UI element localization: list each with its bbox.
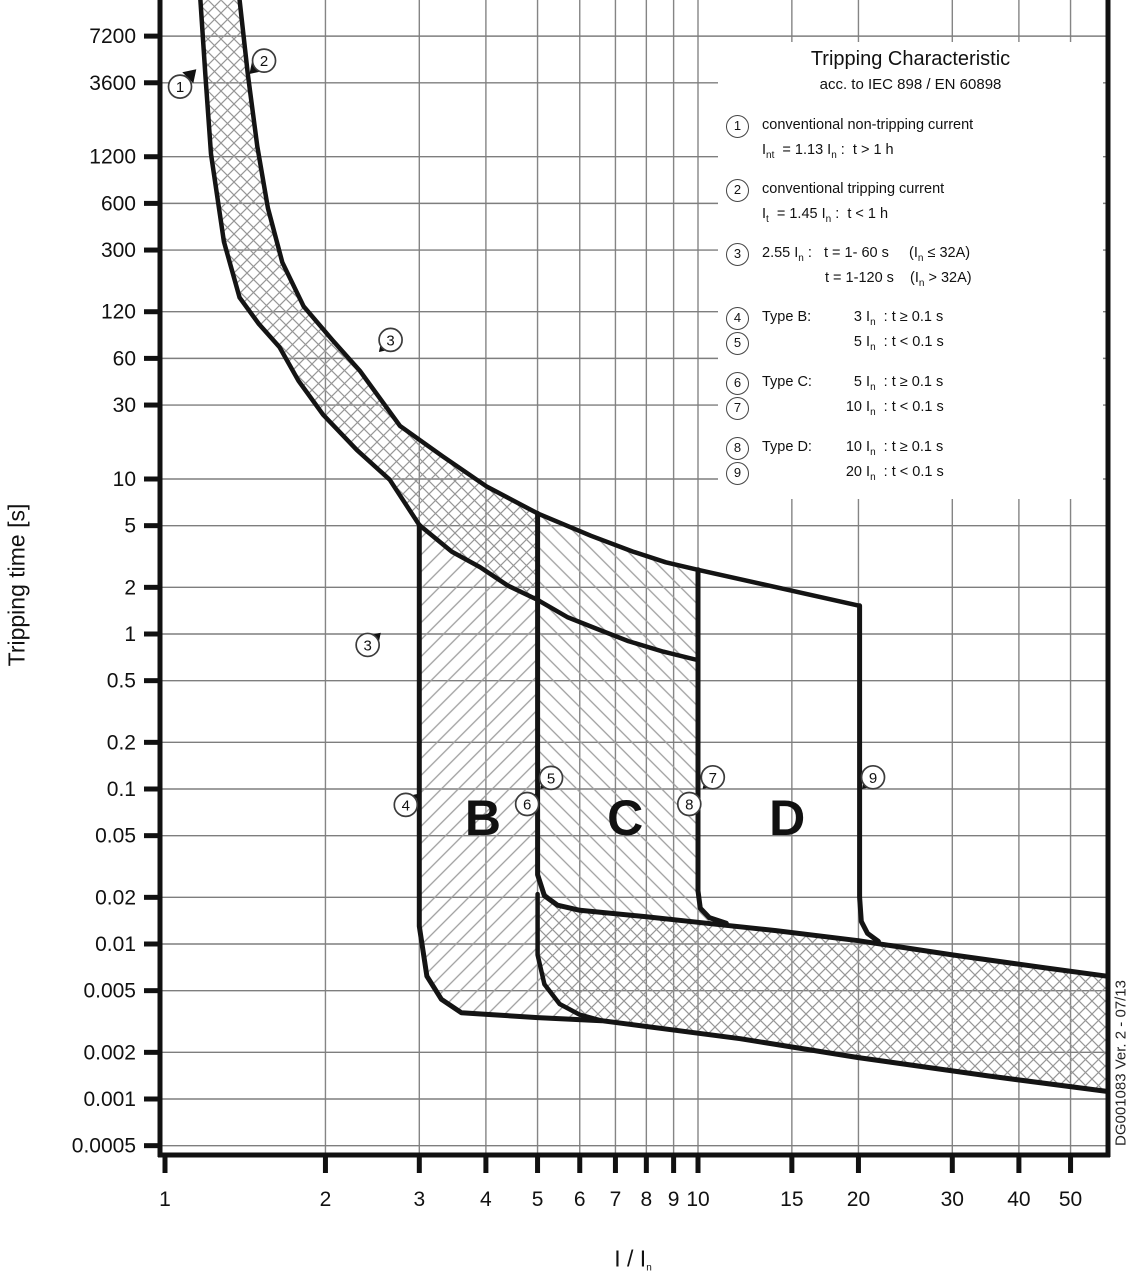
legend-panel [718,42,1103,499]
legend-badge-5 [718,330,762,355]
x-tick-label: 7 [609,1188,622,1211]
legend-badge-4 [718,305,762,330]
marker-number: 3 [363,637,372,655]
x-tick-label: 20 [846,1188,871,1211]
legend-badge-spacer [718,202,762,203]
x-tick-label: 10 [686,1188,710,1211]
circled-number-icon: 1 [726,115,749,138]
legend-badge-8 [718,435,762,460]
y-tick-label: 0.0005 [71,1134,136,1158]
legend-text: Type B: 3 $I_n$ : t ≥ 0.1 s [762,309,944,328]
legend-badge-6 [718,370,762,395]
y-tick-label: 300 [100,239,136,263]
legend-row [718,305,1103,330]
legend-text: $I_{nt} = 1.13$ $I_n$ : t > 1 h [762,142,894,161]
x-tick-label: 6 [573,1188,586,1211]
legend-text: 20 $I_n$ : t < 0.1 s [845,464,944,483]
y-axis-label: Tripping time [s] [3,503,30,667]
y-tick-label: 120 [100,300,136,324]
legend-items [718,113,1103,485]
x-tick-label: 8 [640,1188,653,1211]
legend-row [718,330,1103,355]
circled-number-icon: 7 [726,397,749,420]
marker-number: 1 [175,79,185,97]
circled-number-icon: 9 [726,462,749,485]
legend-text: 5 $I_n$ : t < 0.1 s [853,334,944,353]
chart-title: Tripping Characteristic [810,48,1011,70]
x-tick-label: 1 [159,1188,171,1211]
legend-badge-7 [718,395,762,420]
circled-number-icon: 6 [726,372,749,395]
y-tick-label: 0.02 [95,886,136,910]
marker-number: 5 [546,770,556,788]
y-tick-label: 30 [112,394,136,418]
y-tick-label: 0.5 [106,669,136,693]
region-label-c: C [607,789,644,846]
type-d-boundary-10in [698,570,726,924]
marker-number: 8 [685,796,694,814]
circled-number-icon: 2 [726,179,749,202]
x-tick-label: 5 [531,1188,544,1211]
marker-number: 9 [868,769,878,787]
legend-badge-spacer [718,266,762,267]
circled-number-icon: 8 [726,437,749,460]
y-tick-label: 0.002 [83,1041,136,1065]
x-tick-label: 2 [319,1188,332,1211]
y-tick-label: 0.005 [83,979,136,1003]
y-tick-label: 0.01 [95,933,136,956]
legend-row [718,241,1103,266]
y-tick-label: 3600 [89,71,136,95]
chart-subtitle: acc. to IEC 898 / EN 60898 [819,76,1002,93]
y-tick-label: 5 [124,514,136,538]
legend-text: $I_t = 1.45$ $I_n$ : t < 1 h [762,206,889,225]
x-tick-label: 15 [780,1188,804,1211]
y-tick-label: 1200 [89,145,136,169]
x-tick-label: 4 [480,1188,492,1211]
y-tick-label: 2 [124,576,136,600]
legend-badge-3 [718,241,762,266]
x-tick-label: 9 [667,1188,680,1211]
region-label-d: D [769,789,806,846]
marker-number: 3 [386,332,395,350]
legend-badge-1 [718,113,762,138]
legend-row [718,435,1103,460]
legend-row [718,266,1103,290]
legend-text: Type C: 5 $I_n$ : t ≥ 0.1 s [762,374,944,393]
y-tick-label: 10 [112,468,136,491]
legend-row [718,113,1103,138]
region-label-b: B [464,789,502,846]
x-tick-label: 3 [413,1188,426,1211]
x-tick-label: 30 [940,1188,964,1211]
legend-row [718,138,1103,162]
legend-text: 2.55 $I_n$ : t = 1- 60 s $(I_n \le 32A)$ [762,245,971,264]
legend-badge-9 [718,460,762,485]
legend-text: t = 1-120 s $(I_n > 32A)$ [825,270,972,289]
legend-badge-2 [718,177,762,202]
legend-row [718,395,1103,420]
y-tick-label: 0.2 [106,731,136,755]
legend-row [718,460,1103,485]
marker-number: 4 [401,797,410,815]
marker-number: 2 [259,53,269,71]
marker-number: 7 [708,769,717,787]
legend-text: 10 $I_n$ : t < 0.1 s [845,399,944,418]
y-tick-label: 0.1 [106,778,136,801]
legend-text: conventional non-tripping current [762,117,974,133]
instantaneous-band [538,894,1107,1091]
y-tick-label: 0.001 [83,1088,136,1111]
legend-text: conventional tripping current [762,181,945,197]
circled-number-icon: 4 [726,307,749,330]
legend-row [718,177,1103,202]
legend-badge-spacer [718,138,762,139]
y-tick-label: 0.05 [95,824,136,848]
circled-number-icon: 3 [726,243,749,266]
legend-row [718,202,1103,226]
circled-number-icon: 5 [726,332,749,355]
y-tick-label: 7200 [89,25,136,49]
y-tick-label: 600 [100,192,136,216]
x-tick-label: 40 [1007,1188,1031,1211]
legend-text: Type D: 10 $I_n$ : t ≥ 0.1 s [762,439,944,458]
y-tick-label: 1 [124,623,136,646]
legend-row [718,370,1103,395]
doc-number: DG001083 Ver. 2 - 07/13 [1112,980,1130,1146]
y-tick-label: 60 [112,347,136,371]
x-tick-label: 50 [1058,1188,1083,1211]
x-axis-label: I / $I_n$ [614,1245,652,1274]
marker-number: 6 [522,796,532,814]
